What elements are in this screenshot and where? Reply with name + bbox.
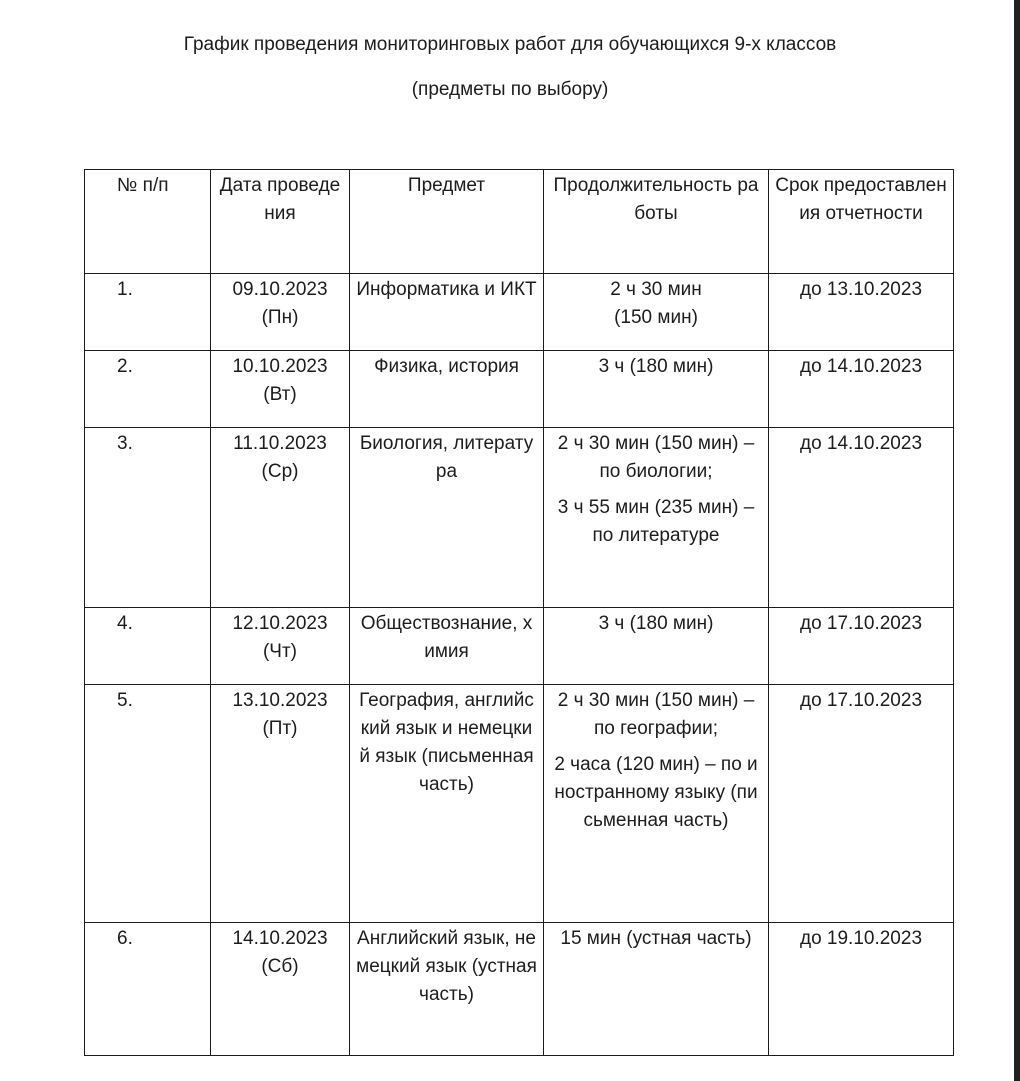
cell-deadline: до 19.10.2023 xyxy=(769,923,954,1056)
cell-deadline: до 17.10.2023 xyxy=(769,685,954,923)
table-row xyxy=(85,923,954,1056)
document-subtitle: (предметы по выбору) xyxy=(411,79,609,100)
cell-num: 5. xyxy=(85,685,211,923)
table-row xyxy=(85,351,954,428)
table-row xyxy=(85,608,954,685)
table-row xyxy=(85,685,954,923)
header-num: № п/п xyxy=(85,170,211,274)
cell-num: 2. xyxy=(85,351,211,428)
cell-deadline: до 14.10.2023 xyxy=(769,351,954,428)
duration-value: 2 ч 30 мин (150 мин) – по географии; xyxy=(557,690,755,739)
duration-value: 2 ч 30 мин (150 мин) – по биологии; xyxy=(557,433,755,482)
day-value: (Вт) xyxy=(263,384,297,405)
day-value: (Чт) xyxy=(262,641,298,662)
cell-duration xyxy=(544,274,769,351)
header-deadline: Срок предоставления отчетности xyxy=(769,170,954,274)
duration-value: 3 ч 55 мин (235 мин) – по литературе xyxy=(557,497,755,546)
duration-value: 15 мин (устная часть) xyxy=(560,928,752,949)
cell-deadline: до 14.10.2023 xyxy=(769,428,954,608)
cell-date xyxy=(211,608,350,685)
schedule-table xyxy=(84,169,954,1056)
cell-duration xyxy=(544,428,769,608)
cell-num: 4. xyxy=(85,608,211,685)
cell-subject: Английский язык, немецкий язык (устная часть) xyxy=(350,923,544,1056)
date-value: 09.10.2023 xyxy=(232,279,328,300)
date-value: 14.10.2023 xyxy=(232,928,328,949)
page-edge-shadow xyxy=(1014,0,1020,1081)
cell-subject: Физика, история xyxy=(350,351,544,428)
duration-value: (150 мин) xyxy=(614,307,698,328)
date-value: 10.10.2023 xyxy=(232,356,328,377)
table-row xyxy=(85,428,954,608)
table-header-row xyxy=(85,170,954,274)
cell-subject: Биология, литература xyxy=(350,428,544,608)
cell-subject: География, английский язык и немецкий язык (письменная часть) xyxy=(350,685,544,923)
date-value: 13.10.2023 xyxy=(232,690,328,711)
header-duration: Продолжительность работы xyxy=(544,170,769,274)
day-value: (Пт) xyxy=(262,718,298,739)
day-value: (Сб) xyxy=(261,956,299,977)
duration-value: 2 ч 30 мин xyxy=(610,279,702,300)
header-subject: Предмет xyxy=(350,170,544,274)
cell-num: 6. xyxy=(85,923,211,1056)
document-title: График проведения мониторинговых работ для обучающихся 9-х классов xyxy=(183,34,837,55)
cell-date xyxy=(211,685,350,923)
cell-date xyxy=(211,351,350,428)
cell-subject: Информатика и ИКТ xyxy=(350,274,544,351)
table-row xyxy=(85,274,954,351)
duration-value: 3 ч (180 мин) xyxy=(598,356,714,377)
date-value: 11.10.2023 xyxy=(233,433,327,454)
cell-subject: Обществознание, химия xyxy=(350,608,544,685)
date-value: 12.10.2023 xyxy=(232,613,328,634)
cell-deadline: до 13.10.2023 xyxy=(769,274,954,351)
duration-value: 2 часа (120 мин) – по иностранному языку (письменная часть) xyxy=(554,754,758,831)
header-date: Дата проведения xyxy=(211,170,350,274)
cell-duration xyxy=(544,608,769,685)
cell-num: 3. xyxy=(85,428,211,608)
cell-duration xyxy=(544,351,769,428)
cell-deadline: до 17.10.2023 xyxy=(769,608,954,685)
cell-date xyxy=(211,923,350,1056)
duration-value: 3 ч (180 мин) xyxy=(598,613,714,634)
cell-date xyxy=(211,428,350,608)
cell-num: 1. xyxy=(85,274,211,351)
cell-date xyxy=(211,274,350,351)
day-value: (Ср) xyxy=(261,461,299,482)
cell-duration xyxy=(544,685,769,923)
day-value: (Пн) xyxy=(261,307,299,328)
cell-duration xyxy=(544,923,769,1056)
